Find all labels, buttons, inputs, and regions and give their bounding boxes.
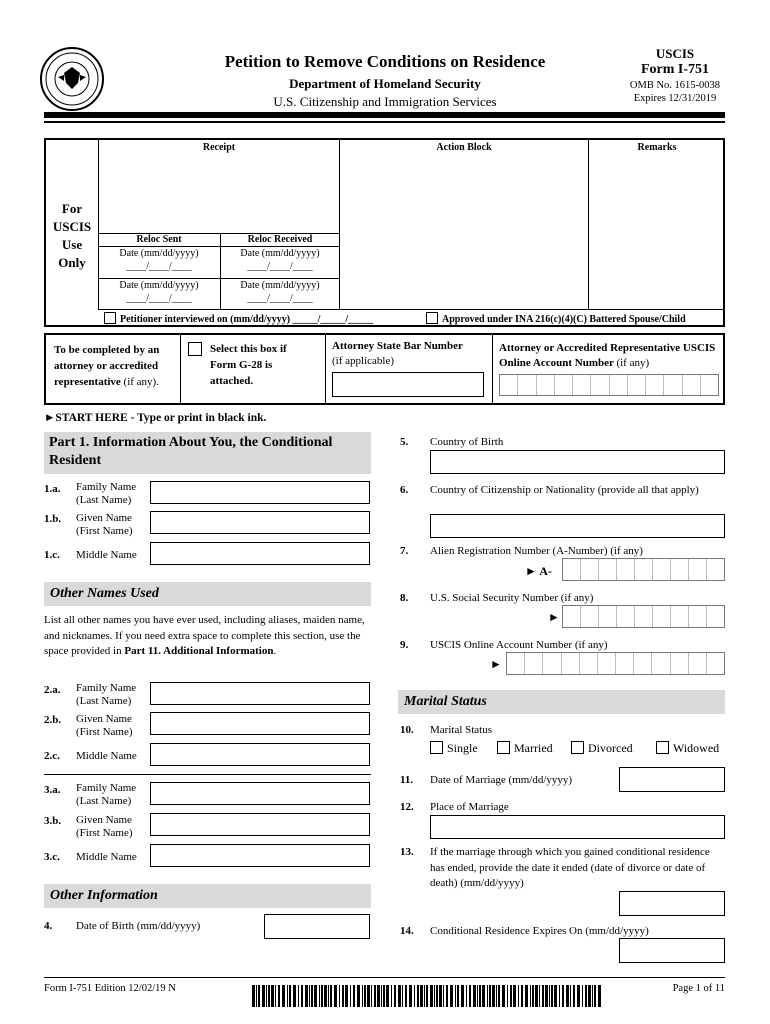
uscis-side-label: For USCIS Use Only: [52, 201, 92, 270]
q6-input[interactable]: [430, 514, 725, 538]
q14-input[interactable]: [619, 938, 725, 963]
q11-num: 11.: [400, 774, 414, 786]
g28-checkbox[interactable]: [188, 342, 202, 356]
q3a-input[interactable]: [150, 782, 370, 805]
q6-num: 6.: [400, 484, 409, 496]
q11-input[interactable]: [619, 767, 725, 792]
agency-name: U.S. Citizenship and Immigration Services: [273, 94, 497, 109]
start-here: ►START HERE - Type or print in black ink.: [44, 412, 267, 424]
q8-label: U.S. Social Security Number (if any): [430, 592, 594, 604]
q3b-label: Given Name (First Name): [76, 814, 133, 839]
q1b-num: 1.b.: [44, 513, 62, 525]
interviewed-label: Petitioner interviewed on (mm/dd/yyyy) _____/_____/_____: [120, 314, 374, 325]
q4-label: Date of Birth (mm/dd/yyyy): [76, 920, 201, 932]
q2a-label: Family Name (Last Name): [76, 682, 137, 707]
reloc-received-date-2: Date (mm/dd/yyyy): [240, 280, 320, 291]
q2c-label: Middle Name: [76, 750, 137, 762]
receipt-header: Receipt: [202, 142, 236, 153]
other-names-title: Other Names Used: [44, 582, 371, 606]
ssn-arrow: ►: [548, 610, 560, 624]
opt-widowed[interactable]: [656, 741, 719, 756]
bar-number-if: (if applicable): [332, 355, 394, 367]
reloc-sent-header: Reloc Sent: [136, 234, 182, 245]
reloc-sent-date-1-blank[interactable]: ____/____/____: [126, 261, 192, 272]
q11-label: Date of Marriage (mm/dd/yyyy): [430, 774, 573, 786]
q1a-input[interactable]: [150, 481, 370, 504]
q1c-label: Middle Name: [76, 549, 137, 561]
dhs-seal: [40, 47, 104, 111]
q13-num: 13.: [400, 846, 414, 858]
q5-input[interactable]: [430, 450, 725, 474]
approved-row[interactable]: [426, 312, 686, 325]
ssn-input[interactable]: [562, 605, 725, 628]
q13-input[interactable]: [619, 891, 725, 916]
part1-title: Part 1. Information About You, the Conditional Resident: [44, 432, 371, 474]
attorney-account-label: Attorney or Accredited Representative USCIS Online Account Number (if any): [499, 342, 716, 369]
q3b-input[interactable]: [150, 813, 370, 836]
married-label: Married: [514, 741, 553, 755]
reloc-sent-date-1: Date (mm/dd/yyyy): [119, 248, 199, 259]
uscis-label: USCIS: [655, 46, 695, 61]
account-arrow: ►: [490, 657, 502, 671]
approved-checkbox[interactable]: [426, 312, 438, 324]
q14-label: Conditional Residence Expires On (mm/dd/yyyy): [430, 925, 649, 937]
q7-label: Alien Registration Number (A-Number) (if any): [430, 545, 643, 557]
footer-barcode: [252, 985, 604, 1007]
q14-num: 14.: [400, 925, 414, 937]
q3c-num: 3.c.: [44, 851, 60, 863]
q5-label: Country of Birth: [430, 436, 504, 448]
q2b-label: Given Name (First Name): [76, 713, 133, 738]
department-name: Department of Homeland Security: [289, 76, 481, 91]
q10-num: 10.: [400, 724, 414, 736]
q6-label: Country of Citizenship or Nationality (provide all that apply): [430, 484, 699, 496]
q3a-label: Family Name (Last Name): [76, 782, 137, 807]
widowed-checkbox[interactable]: [656, 741, 669, 754]
q3c-label: Middle Name: [76, 851, 137, 863]
interviewed-checkbox[interactable]: [104, 312, 116, 324]
opt-single[interactable]: [430, 741, 478, 756]
q10-label: Marital Status: [430, 724, 493, 736]
q12-label: Place of Marriage: [430, 801, 509, 813]
opt-married[interactable]: [497, 741, 553, 756]
footer-page: Page 1 of 11: [672, 983, 725, 994]
approved-label: Approved under INA 216(c)(4)(C) Battered Spouse/Child: [442, 314, 686, 325]
reloc-received-header: Reloc Received: [247, 234, 313, 245]
form-number: Form I-751: [640, 62, 710, 77]
online-account-input[interactable]: [506, 652, 725, 675]
q4-num: 4.: [44, 920, 53, 932]
omb-number: OMB No. 1615-0038: [629, 80, 721, 91]
married-checkbox[interactable]: [497, 741, 510, 754]
opt-divorced[interactable]: [571, 741, 633, 756]
q2c-num: 2.c.: [44, 750, 60, 762]
q7-num: 7.: [400, 545, 409, 557]
reloc-sent-date-2-blank[interactable]: ____/____/____: [126, 293, 192, 304]
q8-num: 8.: [400, 592, 409, 604]
q1a-num: 1.a.: [44, 483, 61, 495]
q9-num: 9.: [400, 639, 409, 651]
action-block-header: Action Block: [436, 142, 492, 153]
q1b-label: Given Name (First Name): [76, 512, 133, 537]
expiration-date: Expires 12/31/2019: [633, 93, 717, 104]
a-number-prefix: ► A-: [525, 564, 552, 578]
q5-num: 5.: [400, 436, 409, 448]
header-rule: [44, 112, 725, 118]
widowed-label: Widowed: [673, 741, 720, 755]
other-names-text: List all other names you have ever used, including aliases, maiden name, and nicknames. If you need extra space to complete this section, use the space provided in Part 11. Additional Information.: [44, 614, 365, 657]
single-checkbox[interactable]: [430, 741, 443, 754]
header-rule-thin: [44, 121, 725, 123]
bar-number-input[interactable]: [332, 372, 484, 397]
q1a-label: Family Name (Last Name): [76, 481, 137, 506]
q12-input[interactable]: [430, 815, 725, 839]
q4-input[interactable]: [264, 914, 370, 939]
divorced-label: Divorced: [588, 741, 633, 755]
attorney-completed-by: To be completed by an attorney or accredited representative (if any).: [54, 344, 160, 388]
bar-number-label: Attorney State Bar Number: [332, 340, 463, 352]
interviewed-row[interactable]: [104, 312, 373, 325]
attorney-account-input[interactable]: [499, 374, 719, 396]
q12-num: 12.: [400, 801, 414, 813]
q3c-input[interactable]: [150, 844, 370, 867]
q2b-num: 2.b.: [44, 714, 62, 726]
marital-status-title: Marital Status: [398, 690, 725, 714]
single-label: Single: [447, 741, 478, 755]
reloc-received-date-2-blank[interactable]: ____/____/____: [247, 293, 313, 304]
q3b-num: 3.b.: [44, 815, 62, 827]
divorced-checkbox[interactable]: [571, 741, 584, 754]
remarks-header: Remarks: [637, 142, 677, 153]
reloc-received-date-1: Date (mm/dd/yyyy): [240, 248, 320, 259]
g28-label: Select this box if Form G-28 is attached.: [210, 343, 287, 387]
q1b-input[interactable]: [150, 511, 370, 534]
form-title: Petition to Remove Conditions on Residence: [224, 52, 546, 71]
q9-label: USCIS Online Account Number (if any): [430, 639, 608, 651]
q2b-input[interactable]: [150, 712, 370, 735]
reloc-received-date-1-blank[interactable]: ____/____/____: [247, 261, 313, 272]
q1c-input[interactable]: [150, 542, 370, 565]
reloc-sent-date-2: Date (mm/dd/yyyy): [119, 280, 199, 291]
q13-label: If the marriage through which you gained conditional residence has ended, provide the date it ended (date of divorce or date of death) (mm/dd/yyyy): [430, 846, 710, 889]
a-number-input[interactable]: [562, 558, 725, 581]
footer-edition: Form I-751 Edition 12/02/19 N: [44, 983, 176, 994]
q2a-input[interactable]: [150, 682, 370, 705]
q1c-num: 1.c.: [44, 549, 60, 561]
q2c-input[interactable]: [150, 743, 370, 766]
q2a-num: 2.a.: [44, 684, 61, 696]
other-info-title: Other Information: [44, 884, 371, 908]
q3a-num: 3.a.: [44, 784, 61, 796]
